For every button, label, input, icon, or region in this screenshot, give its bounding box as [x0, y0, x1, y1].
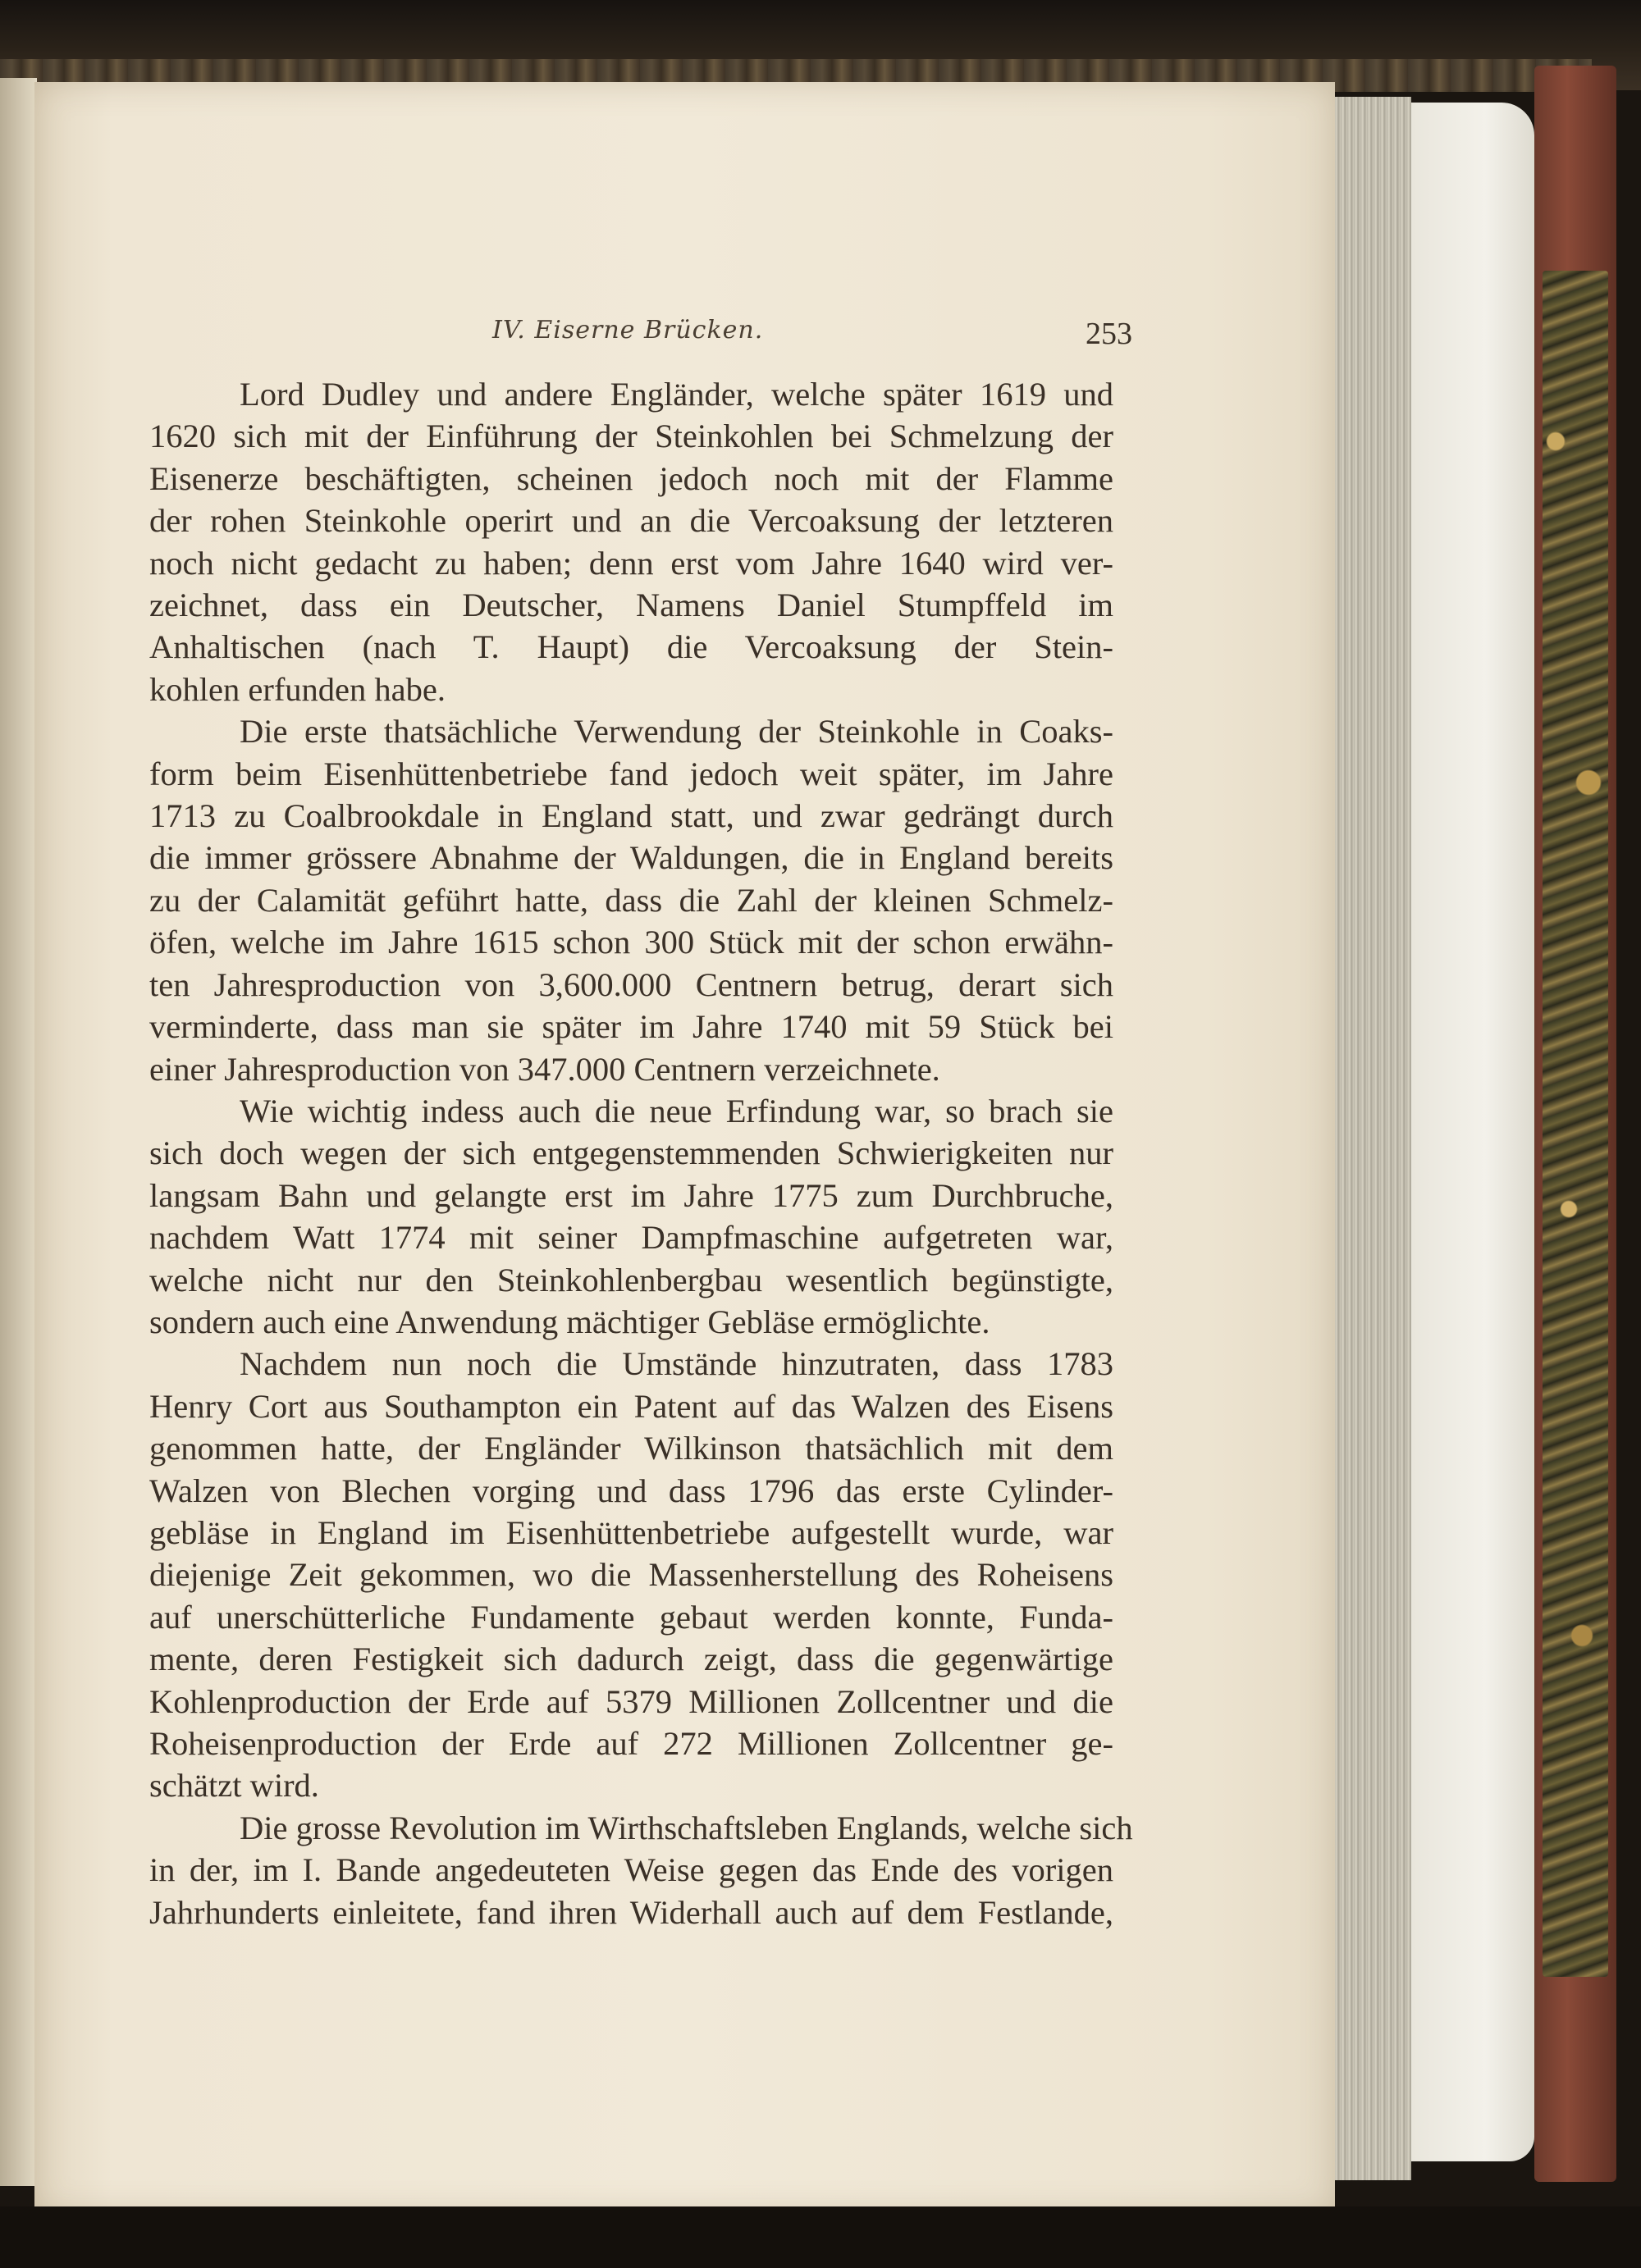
text-line: mente, deren Festigkeit sich dadurch zeigt, dass die gegenwärtige	[149, 1641, 1113, 1678]
text-line: Anhaltischen (nach T. Haupt) die Vercoaksung der Stein-	[149, 628, 1113, 666]
text-line: welche nicht nur den Steinkohlenbergbau wesentlich begünstigte,	[149, 1261, 1113, 1298]
text-line: nachdem Watt 1774 mit seiner Dampfmaschine aufgetreten war,	[149, 1219, 1113, 1257]
text-line: genommen hatte, der Engländer Wilkinson thatsächlich mit dem	[149, 1430, 1113, 1467]
marbled-cover-edge	[1543, 271, 1608, 1977]
text-line: Jahrhunderts einleitete, fand ihren Widerhall auch auf dem Festlande,	[149, 1893, 1113, 1931]
text-line: auf unerschütterliche Fundamente gebaut werden konnte, Funda-	[149, 1598, 1113, 1636]
text-line: form beim Eisenhüttenbetriebe fand jedoch weit später, im Jahre	[149, 755, 1113, 792]
paragraph	[149, 1343, 1113, 1806]
page-number: 253	[1086, 317, 1132, 351]
text-line: Roheisenproduction der Erde auf 272 Millionen Zollcentner ge-	[149, 1725, 1113, 1762]
text-line: kohlen erfunden habe.	[149, 670, 446, 708]
text-line: ten Jahresproduction von 3,600.000 Centnern betrug, derart sich	[149, 965, 1113, 1003]
text-line: zu der Calamität geführt hatte, dass die Zahl der kleinen Schmelz-	[149, 881, 1113, 919]
text-line: in der, im I. Bande angedeuteten Weise gegen das Ende des vorigen	[149, 1851, 1113, 1889]
following-leaf	[1411, 103, 1534, 2161]
page-header	[492, 316, 1132, 357]
text-line: Lord Dudley und andere Engländer, welche später 1619 und	[240, 376, 1113, 413]
text-line: Nachdem nun noch die Umstände hinzutraten, dass 1783	[240, 1345, 1113, 1383]
text-line: einer Jahresproduction von 347.000 Centnern verzeichnete.	[149, 1050, 940, 1088]
text-line: sich doch wegen der sich entgegenstemmenden Schwierigkeiten nur	[149, 1134, 1113, 1172]
paragraph	[149, 373, 1113, 710]
page-body-text	[149, 373, 1133, 1933]
text-line: der rohen Steinkohle operirt und an die Vercoaksung der letzteren	[149, 502, 1113, 540]
text-line: Die grosse Revolution im Wirthschaftsleben Englands, welche sich	[240, 1809, 1133, 1846]
text-line: sondern auch eine Anwendung mächtiger Gebläse ermöglichte.	[149, 1303, 990, 1340]
text-line: öfen, welche im Jahre 1615 schon 300 Stück mit der schon erwähn-	[149, 924, 1113, 961]
text-line: verminderte, dass man sie später im Jahre 1740 mit 59 Stück bei	[149, 1008, 1113, 1046]
running-title: IV. Eiserne Brücken.	[492, 316, 764, 345]
text-line: langsam Bahn und gelangte erst im Jahre 1775 zum Durchbruche,	[149, 1176, 1113, 1214]
paragraph	[149, 1090, 1113, 1343]
text-line: schätzt wird.	[149, 1767, 319, 1805]
text-line: Eisenerze beschäftigten, scheinen jedoch noch mit der Flamme	[149, 459, 1113, 497]
text-line: gebläse in England im Eisenhüttenbetriebe aufgestellt wurde, war	[149, 1513, 1113, 1551]
text-line: 1713 zu Coalbrookdale in England statt, und zwar gedrängt durch	[149, 797, 1113, 835]
text-line: Walzen von Blechen vorging und dass 1796 das erste Cylinder-	[149, 1472, 1113, 1509]
previous-leaf-edge	[0, 78, 37, 2186]
text-line: Wie wichtig indess auch die neue Erfindung war, so brach sie	[240, 1092, 1113, 1129]
paragraph	[149, 710, 1113, 1090]
paragraph	[149, 1807, 1133, 1933]
text-line: Kohlenproduction der Erde auf 5379 Millionen Zollcentner und die	[149, 1682, 1113, 1720]
text-line: diejenige Zeit gekommen, wo die Massenherstellung des Roheisens	[149, 1556, 1113, 1594]
text-line: Henry Cort aus Southampton ein Patent auf das Walzen des Eisens	[149, 1387, 1113, 1425]
bottom-shadow	[0, 2206, 1641, 2268]
text-line: die immer grössere Abnahme der Waldungen, die in England bereits	[149, 839, 1113, 877]
text-line: zeichnet, dass ein Deutscher, Namens Daniel Stumpffeld im	[149, 586, 1113, 624]
text-line: 1620 sich mit der Einführung der Steinkohlen bei Schmelzung der	[149, 418, 1113, 455]
text-line: Die erste thatsächliche Verwendung der Steinkohle in Coaks-	[240, 713, 1113, 751]
text-line: noch nicht gedacht zu haben; denn erst vom Jahre 1640 wird ver-	[149, 544, 1113, 582]
